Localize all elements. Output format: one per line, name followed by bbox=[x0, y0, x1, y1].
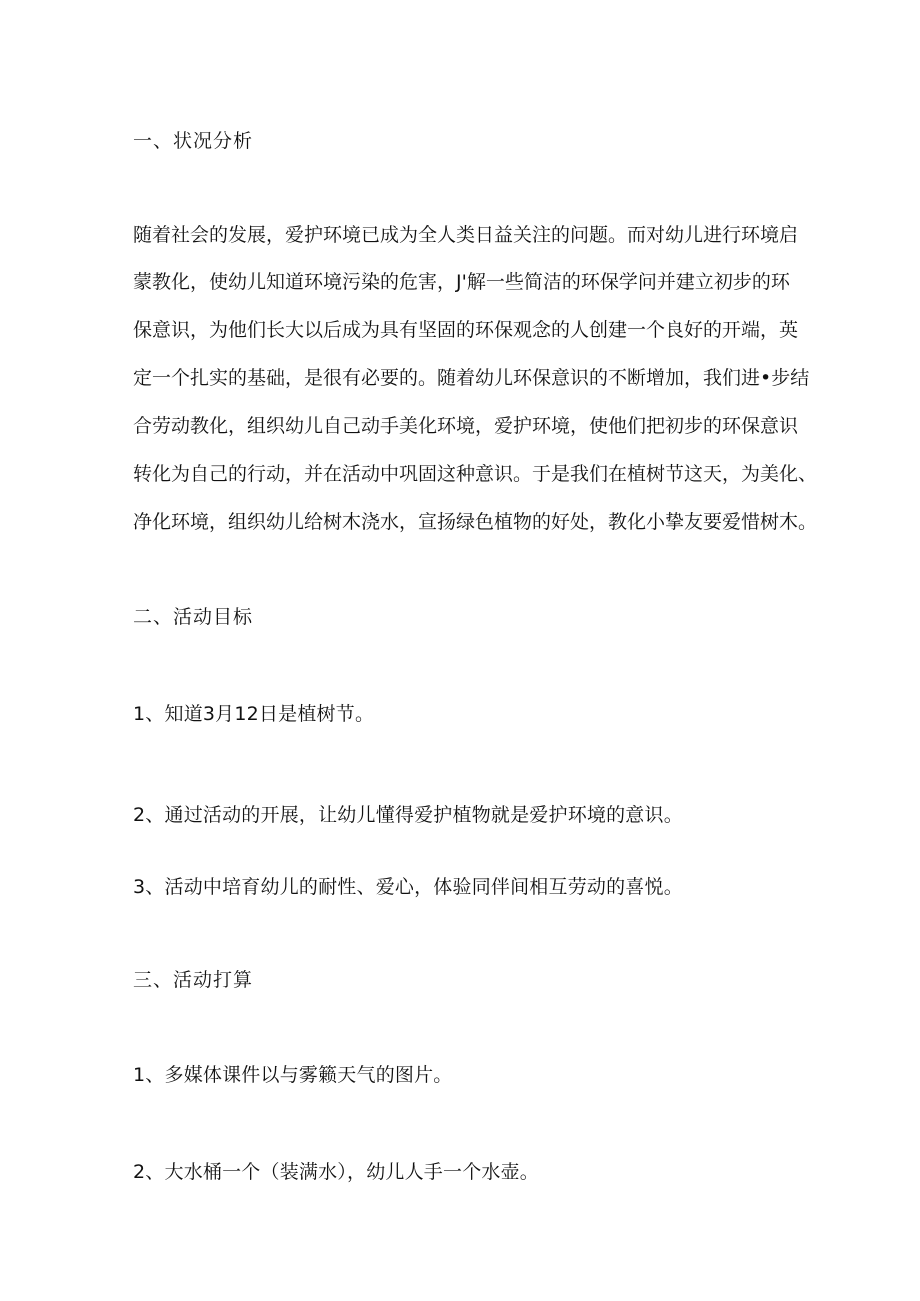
paragraph-line: 转化为自己的行动，并在活动中巩固这种意识。于是我们在植树节这天，为美化、 bbox=[133, 463, 818, 485]
section-heading-activity-preparation: 三、活动打算 bbox=[133, 969, 254, 991]
section-heading-situation-analysis: 一、状况分析 bbox=[133, 130, 254, 152]
paragraph-line: 保意识，为他们长大以后成为具有坚固的环保观念的人创建一个良好的开端，英 bbox=[133, 319, 799, 341]
preparation-item: 2、大水桶一个（装满水），幼儿人手一个水壶。 bbox=[133, 1161, 539, 1183]
paragraph-line: 蒙教化，使幼儿知道环境污染的危害，J'解一些简洁的环保学问并建立初步的环 bbox=[133, 271, 790, 293]
section-heading-activity-goals: 二、活动目标 bbox=[133, 606, 254, 628]
goal-item: 3、活动中培育幼儿的耐性、爱心，体验同伴间相互劳动的喜悦。 bbox=[133, 876, 683, 898]
paragraph-line: 定一个扎实的基础，是很有必要的。随着幼儿环保意识的不断增加，我们进•步结 bbox=[133, 367, 810, 389]
goal-item: 2、通过活动的开展，让幼儿懂得爱护植物就是爱护环境的意识。 bbox=[133, 804, 683, 826]
paragraph-line: 随着社会的发展，爱护环境已成为全人类日益关注的问题。而对幼儿进行环境启 bbox=[133, 224, 799, 246]
paragraph-line: 净化环境，组织幼儿给树木浇水，宣扬绿色植物的好处，教化小挚友要爱惜树木。 bbox=[133, 511, 818, 533]
preparation-item: 1、多媒体课件以与雾籁天气的图片。 bbox=[133, 1064, 453, 1086]
paragraph-line: 合劳动教化，组织幼儿自己动手美化环境，爱护环境，使他们把初步的环保意识 bbox=[133, 415, 799, 437]
goal-item: 1、知道3月12日是植树节。 bbox=[133, 703, 375, 725]
